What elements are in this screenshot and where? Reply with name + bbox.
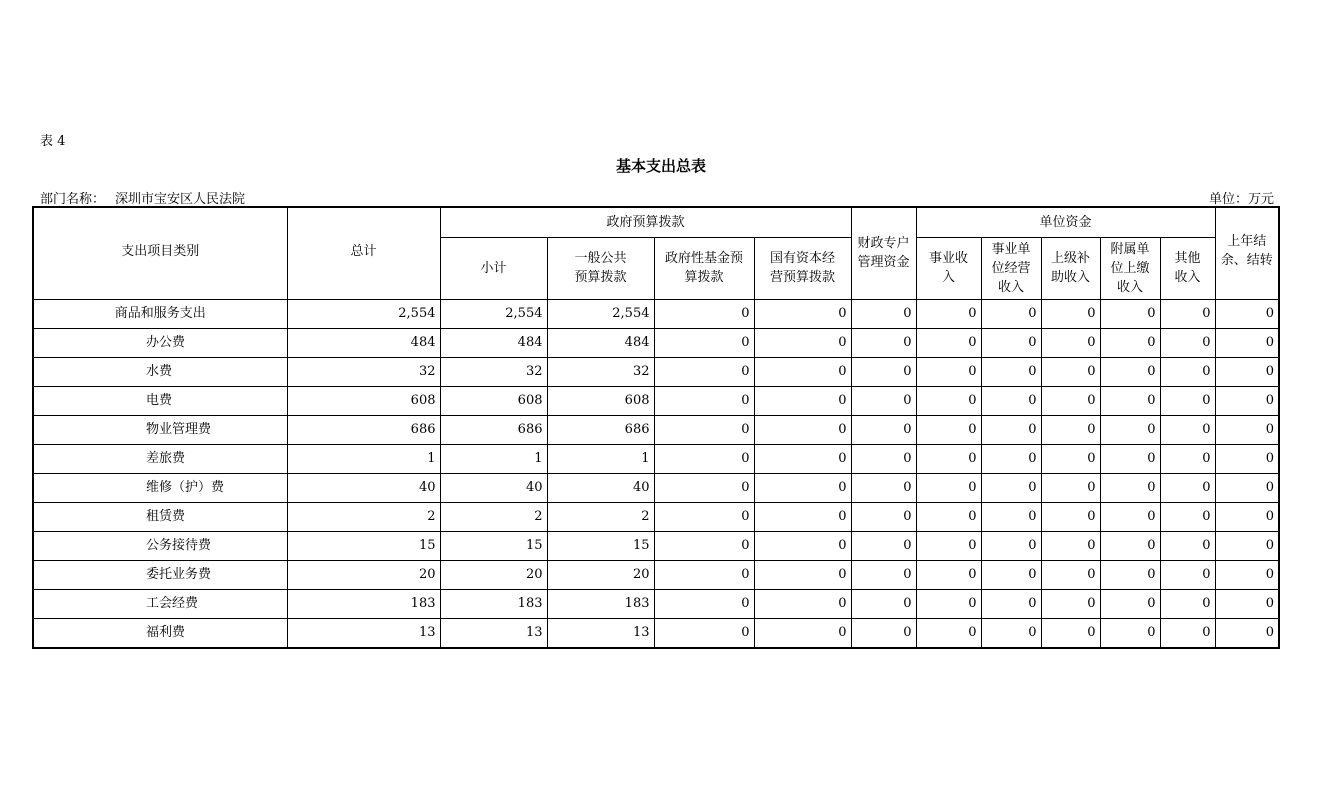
table-row <box>33 473 1279 502</box>
header-subtotal: 小计 <box>440 237 547 299</box>
row-value: 0 <box>916 415 981 444</box>
row-value: 0 <box>916 589 981 618</box>
row-value: 0 <box>654 560 754 589</box>
row-value: 40 <box>287 473 440 502</box>
row-value: 32 <box>287 357 440 386</box>
row-value: 0 <box>1041 502 1100 531</box>
row-value: 40 <box>440 473 547 502</box>
row-value: 0 <box>851 589 916 618</box>
row-value: 0 <box>754 502 851 531</box>
row-value: 183 <box>287 589 440 618</box>
row-value: 686 <box>287 415 440 444</box>
row-category: 租赁费 <box>33 502 287 531</box>
row-value: 0 <box>1100 357 1160 386</box>
row-value: 0 <box>851 328 916 357</box>
row-value: 0 <box>754 299 851 328</box>
row-value: 0 <box>1160 473 1215 502</box>
row-value: 0 <box>981 589 1041 618</box>
row-value: 0 <box>1100 502 1160 531</box>
row-value: 0 <box>1215 589 1279 618</box>
header-gov-group: 政府预算拨款 <box>440 207 851 237</box>
row-value: 0 <box>1041 473 1100 502</box>
row-category: 电费 <box>33 386 287 415</box>
department-label: 部门名称： <box>40 192 106 207</box>
row-value: 0 <box>654 357 754 386</box>
row-value: 0 <box>1100 444 1160 473</box>
row-value: 0 <box>1215 328 1279 357</box>
table-row <box>33 328 1279 357</box>
row-value: 484 <box>547 328 654 357</box>
row-value: 0 <box>1100 589 1160 618</box>
row-value: 0 <box>1100 386 1160 415</box>
row-value: 0 <box>1160 415 1215 444</box>
row-value: 0 <box>1215 502 1279 531</box>
table-row <box>33 299 1279 328</box>
row-value: 0 <box>1215 560 1279 589</box>
table-row <box>33 618 1279 648</box>
row-value: 0 <box>916 473 981 502</box>
row-value: 0 <box>851 357 916 386</box>
table-row <box>33 560 1279 589</box>
row-category: 委托业务费 <box>33 560 287 589</box>
row-value: 484 <box>440 328 547 357</box>
row-value: 0 <box>654 415 754 444</box>
header-prior-balance: 上年结余、结转 <box>1215 207 1279 299</box>
row-value: 13 <box>287 618 440 648</box>
row-value: 0 <box>916 299 981 328</box>
row-value: 0 <box>654 473 754 502</box>
row-value: 0 <box>754 415 851 444</box>
row-value: 0 <box>981 357 1041 386</box>
table-row <box>33 589 1279 618</box>
row-value: 0 <box>754 444 851 473</box>
header-state-capital: 国有资本经营预算拨款 <box>754 237 851 299</box>
row-value: 0 <box>916 502 981 531</box>
row-value: 608 <box>287 386 440 415</box>
row-value: 0 <box>1100 531 1160 560</box>
row-value: 0 <box>1100 415 1160 444</box>
row-value: 32 <box>440 357 547 386</box>
row-value: 0 <box>1160 444 1215 473</box>
row-value: 0 <box>981 473 1041 502</box>
row-value: 0 <box>654 328 754 357</box>
row-value: 0 <box>1160 531 1215 560</box>
row-value: 0 <box>851 473 916 502</box>
row-value: 0 <box>1215 473 1279 502</box>
row-value: 0 <box>1041 589 1100 618</box>
row-value: 0 <box>1041 531 1100 560</box>
header-gov-fund: 政府性基金预算拨款 <box>654 237 754 299</box>
row-value: 0 <box>1041 444 1100 473</box>
row-category: 商品和服务支出 <box>33 299 287 328</box>
table-row <box>33 415 1279 444</box>
row-value: 0 <box>754 386 851 415</box>
table-row <box>33 502 1279 531</box>
row-value: 0 <box>1160 386 1215 415</box>
table-row <box>33 386 1279 415</box>
row-value: 0 <box>916 618 981 648</box>
table-row <box>33 444 1279 473</box>
table-number: 表 4 <box>40 134 66 149</box>
row-value: 0 <box>1160 502 1215 531</box>
row-value: 0 <box>1100 299 1160 328</box>
row-value: 2 <box>440 502 547 531</box>
row-value: 2 <box>547 502 654 531</box>
row-value: 2,554 <box>547 299 654 328</box>
row-value: 0 <box>851 386 916 415</box>
row-value: 0 <box>654 444 754 473</box>
row-category: 差旅费 <box>33 444 287 473</box>
row-value: 0 <box>1160 328 1215 357</box>
row-value: 0 <box>1160 560 1215 589</box>
row-value: 0 <box>981 299 1041 328</box>
row-value: 0 <box>1041 299 1100 328</box>
header-business-income: 事业收入 <box>916 237 981 299</box>
department-line <box>40 188 245 207</box>
row-value: 20 <box>440 560 547 589</box>
row-value: 20 <box>287 560 440 589</box>
row-value: 0 <box>754 589 851 618</box>
row-value: 2 <box>287 502 440 531</box>
row-value: 15 <box>287 531 440 560</box>
table-row <box>33 531 1279 560</box>
row-value: 686 <box>547 415 654 444</box>
row-value: 0 <box>851 531 916 560</box>
row-value: 0 <box>754 618 851 648</box>
header-general-public: 一般公共预算拨款 <box>547 237 654 299</box>
row-value: 0 <box>851 502 916 531</box>
row-value: 0 <box>654 531 754 560</box>
row-category: 工会经费 <box>33 589 287 618</box>
row-value: 0 <box>754 531 851 560</box>
row-value: 0 <box>851 444 916 473</box>
row-value: 15 <box>440 531 547 560</box>
row-value: 0 <box>754 473 851 502</box>
header-superior-subsidy: 上级补助收入 <box>1041 237 1100 299</box>
row-value: 15 <box>547 531 654 560</box>
unit-label: 单位：万元 <box>1208 192 1274 207</box>
row-value: 0 <box>916 357 981 386</box>
row-value: 32 <box>547 357 654 386</box>
header-unit-group: 单位资金 <box>916 207 1215 237</box>
department-value: 深圳市宝安区人民法院 <box>115 192 246 207</box>
row-value: 1 <box>287 444 440 473</box>
row-value: 13 <box>440 618 547 648</box>
row-value: 0 <box>1041 618 1100 648</box>
row-value: 0 <box>981 531 1041 560</box>
row-value: 183 <box>440 589 547 618</box>
row-value: 1 <box>440 444 547 473</box>
header-business-operating: 事业单位经营收入 <box>981 237 1041 299</box>
row-value: 0 <box>1160 299 1215 328</box>
basic-expenditure-table <box>32 206 1280 649</box>
row-value: 2,554 <box>440 299 547 328</box>
row-value: 183 <box>547 589 654 618</box>
row-value: 0 <box>1100 328 1160 357</box>
header-total: 总计 <box>287 207 440 299</box>
header-fiscal-special: 财政专户管理资金 <box>851 207 916 299</box>
row-value: 0 <box>1160 357 1215 386</box>
row-value: 0 <box>1215 415 1279 444</box>
row-value: 0 <box>1215 386 1279 415</box>
row-value: 0 <box>981 560 1041 589</box>
row-value: 0 <box>1100 618 1160 648</box>
row-value: 608 <box>547 386 654 415</box>
row-value: 40 <box>547 473 654 502</box>
row-value: 0 <box>1041 415 1100 444</box>
row-value: 2,554 <box>287 299 440 328</box>
row-value: 484 <box>287 328 440 357</box>
row-value: 0 <box>916 386 981 415</box>
row-value: 0 <box>981 386 1041 415</box>
row-category: 物业管理费 <box>33 415 287 444</box>
row-value: 0 <box>916 531 981 560</box>
row-value: 0 <box>851 415 916 444</box>
row-value: 0 <box>754 328 851 357</box>
row-category: 维修（护）费 <box>33 473 287 502</box>
row-value: 0 <box>1215 444 1279 473</box>
row-value: 0 <box>754 560 851 589</box>
table-row <box>33 357 1279 386</box>
header-other-income: 其他收入 <box>1160 237 1215 299</box>
row-value: 20 <box>547 560 654 589</box>
row-value: 13 <box>547 618 654 648</box>
row-value: 0 <box>1215 299 1279 328</box>
row-value: 0 <box>1041 386 1100 415</box>
row-value: 0 <box>1160 589 1215 618</box>
row-value: 0 <box>1160 618 1215 648</box>
row-value: 1 <box>547 444 654 473</box>
row-value: 0 <box>654 386 754 415</box>
row-category: 水费 <box>33 357 287 386</box>
row-value: 0 <box>654 299 754 328</box>
row-value: 0 <box>1215 531 1279 560</box>
row-value: 0 <box>1041 357 1100 386</box>
row-value: 0 <box>851 299 916 328</box>
page-title: 基本支出总表 <box>615 157 706 175</box>
row-value: 0 <box>981 444 1041 473</box>
row-value: 0 <box>851 618 916 648</box>
row-value: 0 <box>754 357 851 386</box>
row-value: 608 <box>440 386 547 415</box>
row-value: 0 <box>981 502 1041 531</box>
row-category: 福利费 <box>33 618 287 648</box>
row-value: 0 <box>654 589 754 618</box>
row-value: 0 <box>981 415 1041 444</box>
row-category: 公务接待费 <box>33 531 287 560</box>
row-value: 0 <box>1215 618 1279 648</box>
row-value: 0 <box>1041 328 1100 357</box>
row-value: 0 <box>981 618 1041 648</box>
row-value: 0 <box>981 328 1041 357</box>
row-value: 0 <box>916 444 981 473</box>
row-value: 0 <box>654 618 754 648</box>
row-value: 0 <box>1215 357 1279 386</box>
header-category: 支出项目类别 <box>33 207 287 299</box>
row-value: 0 <box>1100 473 1160 502</box>
row-value: 686 <box>440 415 547 444</box>
row-value: 0 <box>916 560 981 589</box>
header-affiliated-remit: 附属单位上缴收入 <box>1100 237 1160 299</box>
row-value: 0 <box>654 502 754 531</box>
row-value: 0 <box>1041 560 1100 589</box>
row-category: 办公费 <box>33 328 287 357</box>
row-value: 0 <box>916 328 981 357</box>
row-value: 0 <box>851 560 916 589</box>
row-value: 0 <box>1100 560 1160 589</box>
